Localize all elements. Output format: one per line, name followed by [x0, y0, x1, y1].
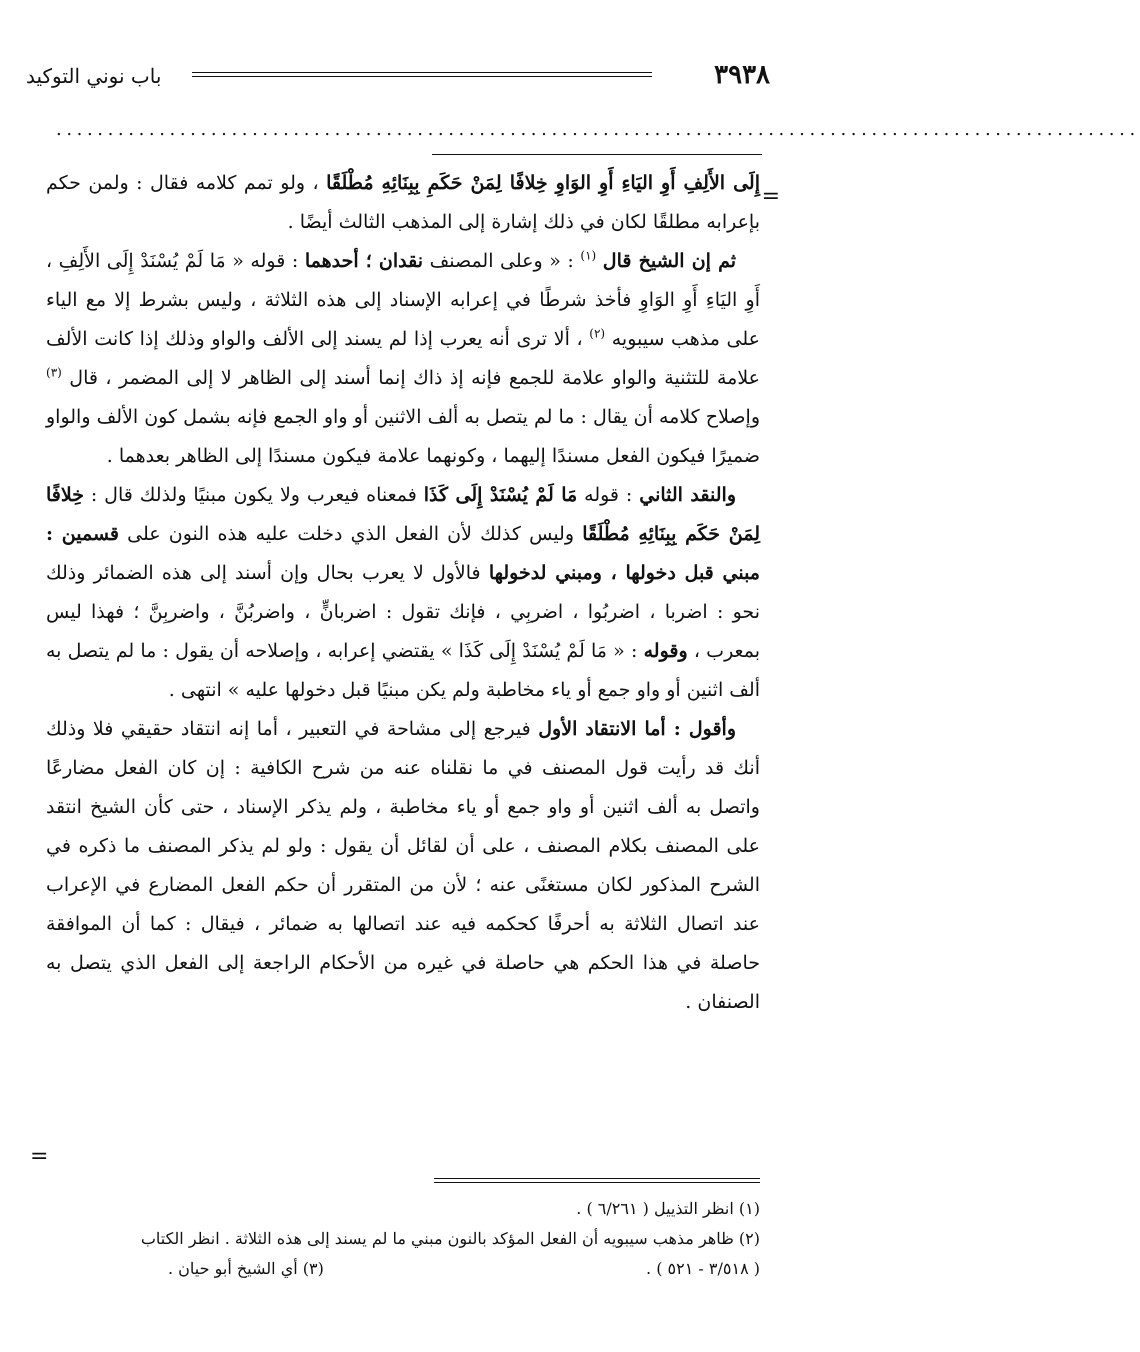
dotted-separator: .........................................................................................................	[56, 119, 1140, 140]
quoted-matn: إِلَى الأَلِفِ أَوِ اليَاءِ أَوِ الوَاوِ خِلافًا لِمَنْ حَكَمِ بِبِنَائِهِ مُطْلَقًا	[326, 172, 760, 194]
continuation-mark-end: =	[30, 1144, 49, 1169]
bold-heading: وأقول : أما الانتقاد الأول	[538, 718, 736, 740]
bold-term: مَا لَمْ يُسْنَدْ إِلَى كَذَا	[423, 484, 578, 506]
header-rule	[192, 72, 652, 77]
paragraph-2	[46, 242, 760, 476]
paragraph-4	[46, 710, 760, 1022]
footnote-ref-2[interactable]: (٢)	[589, 326, 606, 341]
paragraph-text: ، ألا ترى أنه يعرب إذا لم يسند إلى الألف والواو وذلك إذا كانت الألف علامة للتثنية والواو علامة للجمع فإنه إذ ذاك إنما أسند إلى الظاهر لا إلى المضمر ، قال	[46, 328, 760, 389]
page-header	[26, 58, 770, 98]
paragraph-text: ، ولو تمم كلامه فقال : ولمن حكم بإعرابه مطلقًا لكان في ذلك إشارة إلى المذهب الثالث أيضًا .	[46, 172, 760, 233]
separator-rule	[432, 154, 762, 155]
paragraph-text: : « مَا لَمْ يُسْنَدْ إِلَى كَذَا » يقتضي إعرابه ، وإصلاحه أن يقول : ما لم يتصل به ألف اثنين أو واو جمع أو ياء مخاطبة ولم يكن مبنيًا قبل دخولها عليه » انتهى .	[46, 640, 760, 701]
paragraph-text: فمعناه فيعرب ولا يكون مبنيًا ولذلك قال :	[83, 484, 424, 506]
footnote-2: (٢) ظاهر مذهب سيبويه أن الفعل المؤكد بالنون مبني ما لم يسند إلى هذه الثلاثة . انظر الكتاب	[140, 1229, 760, 1248]
paragraph-text: وإصلاح كلامه أن يقال : ما لم يتصل به ألف الاثنين أو واو الجمع فإنه بشمل كون الألف والواو ضميرًا فيكون الفعل مسندًا إليهما ، وكونهما علامة فيكون مسندًا إلى الظاهر بعدهما .	[46, 406, 760, 467]
bold-term: قسمين : مبني قبل دخولها ، ومبني لدخولها	[46, 523, 760, 584]
paragraph-3	[46, 476, 760, 710]
paragraph-text: : قوله	[577, 484, 640, 506]
footnote-2-continuation: ( ٣/٥١٨ - ٥٢١ ) .	[646, 1259, 760, 1278]
footnote-rule	[434, 1178, 760, 1183]
chapter-title: باب نوني التوكيد	[26, 64, 162, 88]
bold-heading: ثم إن الشيخ قال	[602, 250, 737, 272]
continuation-mark-start: =	[761, 184, 780, 209]
paragraph-text: وليس كذلك لأن الفعل الذي دخلت عليه هذه النون على	[118, 523, 583, 545]
footnote-ref-1[interactable]: (١)	[580, 248, 597, 263]
bold-term: وقوله	[643, 640, 688, 662]
bold-term: خِلافًا لِمَنْ حَكَم بِبِنَائِهِ مُطْلَقًا	[46, 484, 761, 545]
footnote-row	[48, 1254, 760, 1284]
paragraph-text: فالأول لا يعرب بحال وإن أسند إلى هذه الضمائر وذلك نحو : اضربا ، اضربُوا ، اضربِي ، فإنك تقول : اضربانٍّ ، واضربُنَّ ، واضربِنَّ ؛ فهذا ليس بمعرب ،	[46, 562, 760, 662]
footnote-1: (١) انظر التذييل ( ٦/٢٦١ ) .	[576, 1199, 760, 1218]
paragraph-text: : قوله « مَا لَمْ يُسْنَدْ إِلَى الأَلِفِ ، أَوِ اليَاءِ أَوِ الوَاوِ فأخذ شرطًا في إعرابه الإسناد إلى هذه الثلاثة ، وليس بشرط إلا مع الياء على مذهب سيبويه	[46, 250, 761, 350]
main-text	[46, 164, 760, 1022]
paragraph-text: : « وعلى المصنف	[423, 250, 581, 272]
footnote-3: (٣) أي الشيخ أبو حيان .	[168, 1259, 324, 1278]
footnote-ref-3[interactable]: (٣)	[46, 365, 62, 380]
bold-heading: والنقد الثاني	[639, 484, 736, 506]
bold-term: نقدان ؛ أحدهما	[304, 250, 424, 272]
page-number: ٣٩٣٨	[714, 60, 770, 90]
paragraph-text: فيرجع إلى مشاحة في التعبير ، أما إنه انتقاد حقيقي فلا وذلك أنك قد رأيت قول المصنف في ما نقلناه عنه من شرح الكافية : إن كان الفعل مضارعًا واتصل به ألف اثنين أو واو جمع أو ياء مخاطبة ، ولم يذكر الإسناد ، حتى كأن الشيخ انتقد على المصنف بكلام المصنف ، على أن لقائل أن يقول : ولو لم يذكر المصنف ما ذكره في الشرح المذكور لكان مستغنًى عنه ؛ لأن من المتقرر أن حكم الفعل المضارع في الإعراب عند اتصال الثلاثة به أحرفًا كحكمه فيه عند اتصالها به ضمائر ، فيقال : كما أن الموافقة حاصلة في هذا الحكم هي حاصلة في غيره من الأحكام الراجعة إلى الفعل الذي يتصل به الصنفان .	[46, 718, 760, 1013]
footnotes	[48, 1194, 760, 1284]
paragraph-1	[46, 164, 760, 242]
